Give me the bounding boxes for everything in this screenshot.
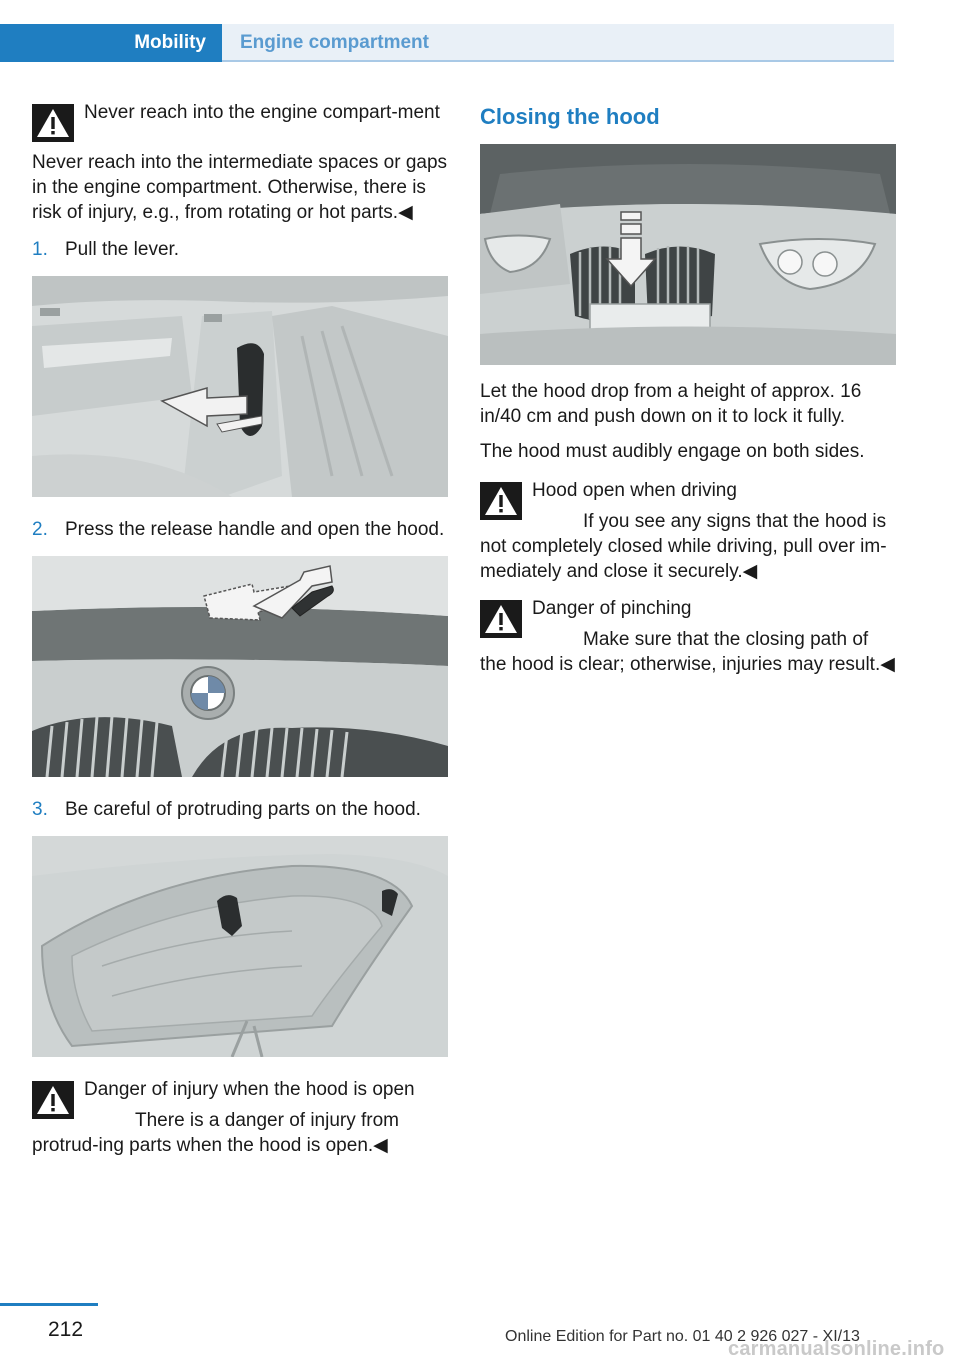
step-number: 2. bbox=[32, 519, 48, 540]
subsection-tab: Engine compartment bbox=[222, 24, 894, 62]
figure-hood-lever bbox=[32, 276, 448, 497]
warning-triangle-icon bbox=[32, 104, 74, 142]
step-number: 1. bbox=[32, 239, 48, 260]
section-tab: Mobility bbox=[0, 24, 222, 62]
warning-text: There is a danger of injury from protrud‐ing parts when the hood is open.◀ bbox=[32, 1110, 400, 1156]
warning-triangle-icon bbox=[480, 482, 522, 520]
warning-text: Make sure that the closing path of the hood is clear; otherwise, injuries may result.◀ bbox=[480, 629, 895, 675]
step-text: Press the release handle and open the hood. bbox=[65, 519, 445, 540]
warning-text: If you see any signs that the hood is not completely closed while driving, pull over im‐mediately and close it securely.◀ bbox=[480, 511, 887, 582]
figure-release-handle bbox=[32, 556, 448, 777]
section-heading: Closing the hood bbox=[480, 104, 660, 129]
step-text: Pull the lever. bbox=[65, 239, 180, 260]
warning-title: Danger of injury when the hood is open bbox=[84, 1079, 415, 1100]
step-number: 3. bbox=[32, 799, 48, 820]
warning-triangle-icon bbox=[480, 600, 522, 638]
warning-title: Never reach into the engine compart‐ment bbox=[84, 102, 440, 123]
warning-title: Danger of pinching bbox=[532, 598, 692, 619]
warning-pinching bbox=[480, 596, 896, 677]
warning-text: Never reach into the intermediate spaces or gaps in the engine compartment. Otherwise, there is risk of injury, e.g., from rotating or hot parts.◀ bbox=[32, 152, 448, 223]
page-number: 212 bbox=[48, 1318, 84, 1341]
warning-hood-open bbox=[32, 1077, 448, 1158]
edition-note: Online Edition for Part no. 01 40 2 926 027 - XI/13 bbox=[505, 1328, 860, 1345]
watermark: carmanualsonline.info bbox=[728, 1338, 945, 1360]
paragraph-drop-height: Let the hood drop from a height of approx. 16 in/40 cm and push down on it to lock it fully. bbox=[480, 381, 862, 427]
page-header bbox=[0, 0, 960, 62]
figure-hood-underside bbox=[32, 836, 448, 1057]
step-1 bbox=[32, 237, 448, 262]
step-3 bbox=[32, 797, 448, 822]
footer-rule bbox=[0, 1303, 98, 1306]
warning-triangle-icon bbox=[32, 1081, 74, 1119]
right-column bbox=[480, 100, 896, 685]
warning-title: Hood open when driving bbox=[532, 480, 737, 501]
warning-hood-open-driving bbox=[480, 478, 896, 584]
left-column bbox=[32, 100, 448, 1166]
figure-closing-hood bbox=[480, 144, 896, 365]
paragraph-engage: The hood must audibly engage on both sides. bbox=[480, 441, 865, 462]
warning-engine-compartment bbox=[32, 100, 448, 225]
step-2 bbox=[32, 517, 448, 542]
header-rule bbox=[222, 60, 894, 62]
step-text: Be careful of protruding parts on the hood. bbox=[65, 799, 421, 820]
